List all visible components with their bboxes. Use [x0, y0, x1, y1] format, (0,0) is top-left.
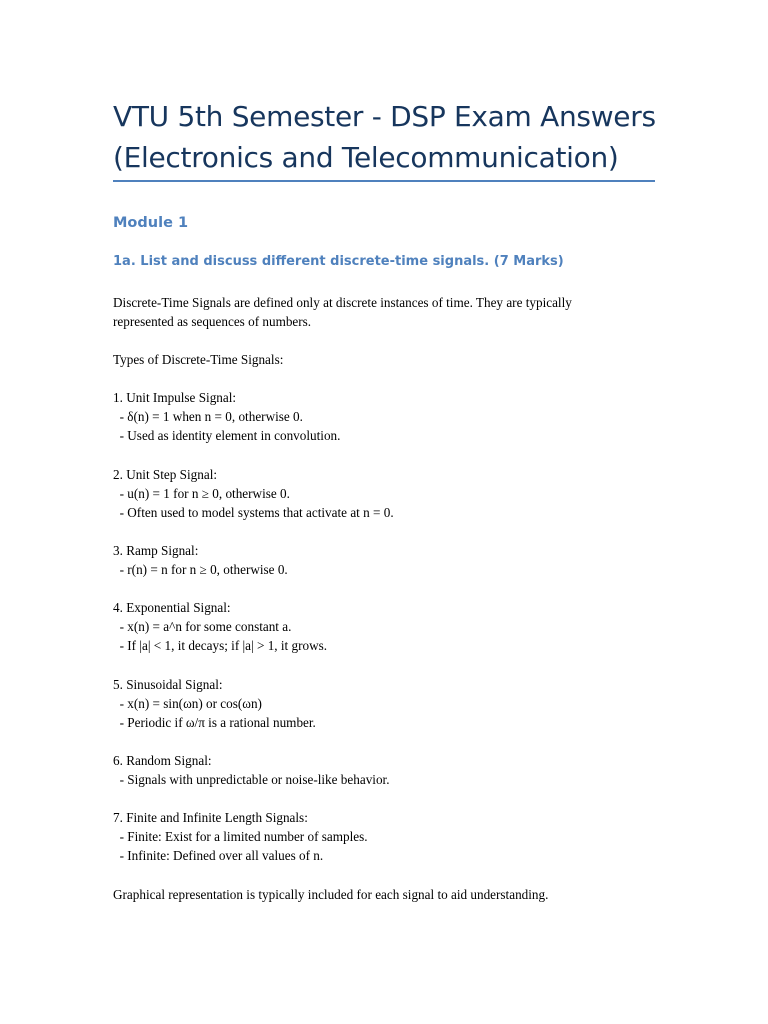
- signal-title: 2. Unit Step Signal:: [113, 467, 218, 482]
- title-underline: [113, 180, 655, 182]
- signal-point: - Periodic if ω/π is a rational number.: [113, 715, 316, 730]
- signal-title: 5. Sinusoidal Signal:: [113, 677, 223, 692]
- signal-point: - x(n) = sin(ωn) or cos(ωn): [113, 696, 262, 711]
- signal-title: 4. Exponential Signal:: [113, 600, 231, 615]
- signal-title: 6. Random Signal:: [113, 753, 212, 768]
- signal-title: 1. Unit Impulse Signal:: [113, 390, 237, 405]
- signal-point: - δ(n) = 1 when n = 0, otherwise 0.: [113, 409, 303, 424]
- signal-point: - Often used to model systems that activate at n = 0.: [113, 505, 394, 520]
- signal-point: - r(n) = n for n ≥ 0, otherwise 0.: [113, 562, 288, 577]
- title-line-2: (Electronics and Telecommunication): [113, 141, 619, 174]
- module-heading: Module 1: [113, 215, 189, 231]
- signal-point: - u(n) = 1 for n ≥ 0, otherwise 0.: [113, 486, 290, 501]
- signal-point: - If |a| < 1, it decays; if |a| > 1, it grows.: [113, 638, 328, 653]
- title-line-1: VTU 5th Semester - DSP Exam Answers: [113, 100, 656, 133]
- types-heading: Types of Discrete-Time Signals:: [113, 352, 284, 367]
- signal-title: 3. Ramp Signal:: [113, 543, 199, 558]
- signal-title: 7. Finite and Infinite Length Signals:: [113, 810, 308, 825]
- intro-line-1: Discrete-Time Signals are defined only at discrete instances of time. They are typically: [113, 295, 572, 310]
- signal-point: - Signals with unpredictable or noise-like behavior.: [113, 772, 390, 787]
- signal-point: - x(n) = a^n for some constant a.: [113, 619, 292, 634]
- question-heading: 1a. List and discuss different discrete-time signals. (7 Marks): [113, 254, 564, 269]
- intro-line-2: represented as sequences of numbers.: [113, 314, 312, 329]
- document-title: [113, 96, 673, 178]
- signal-point: - Used as identity element in convolution.: [113, 428, 341, 443]
- signal-point: - Finite: Exist for a limited number of samples.: [113, 829, 368, 844]
- signal-point: - Infinite: Defined over all values of n.: [113, 848, 324, 863]
- closing-line: Graphical representation is typically included for each signal to aid understanding.: [113, 887, 549, 902]
